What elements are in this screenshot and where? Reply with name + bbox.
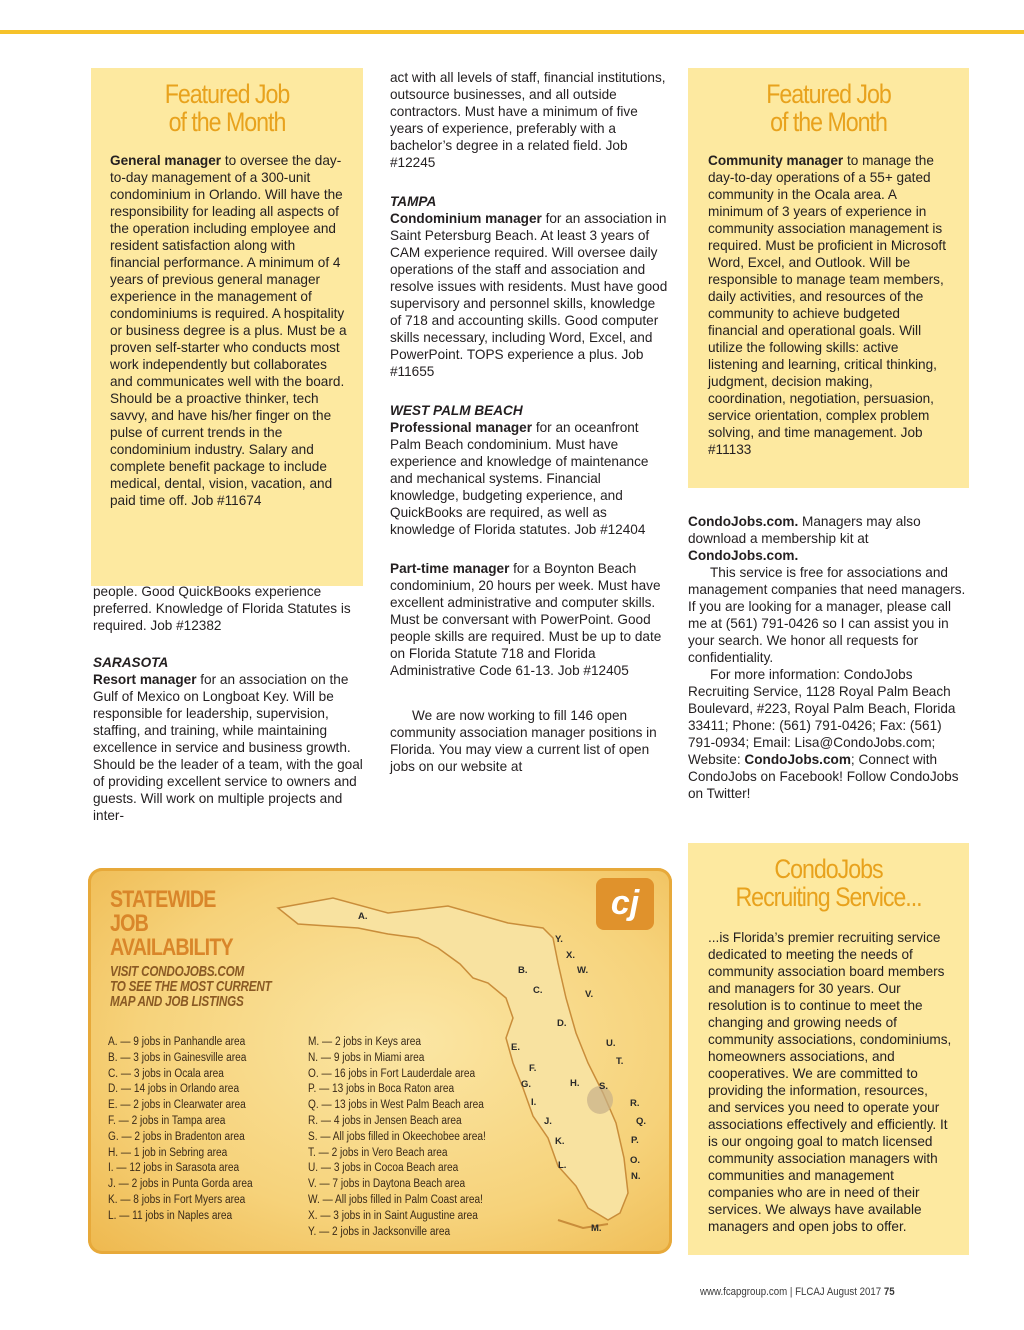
map-label: L.	[558, 1160, 567, 1171]
heading-line: AVAILABILITY	[110, 934, 233, 961]
map-label: Y.	[555, 934, 563, 945]
text: Managers may also download a membership kit at	[688, 514, 921, 546]
legend-item: X. — 3 jobs in in Saint Augustine area	[308, 1209, 478, 1222]
footer-mag: FLCAJ	[795, 1286, 825, 1298]
statewide-job-map	[88, 868, 672, 1254]
legend-item: O. — 16 jobs in Fort Lauderdale area	[308, 1067, 476, 1080]
legend-item: R. — 4 jobs in Jensen Beach area	[308, 1114, 462, 1127]
column-1	[93, 583, 365, 824]
job-lead: Community manager	[708, 153, 844, 168]
map-label: N.	[631, 1171, 641, 1182]
legend-item: S. — All jobs filled in Okeechobee area!	[308, 1130, 486, 1143]
map-label: T.	[616, 1056, 624, 1067]
title-line: CondoJobs	[774, 854, 883, 884]
legend-item: B. — 3 jobs in Gainesville area	[108, 1051, 247, 1064]
footer-site[interactable]: www.fcapgroup.com	[700, 1286, 788, 1298]
job-body: to manage the day-to-day operations of a 55+ gated community in the Ocala area. A minimum of 3 years of experience in community association management is required. Must be proficient in Microsoft Word, Excel, and Outlook. Will be responsible to manage team members, daily activities, and resources of the community to achieve budgeted financial and operational goals. Will utilize the following skills: active listening and learning, critical thinking, judgment, decision making, coordination, negotiation, persuasion, service orientation, complex problem solving, and time management. Job #11133	[708, 153, 946, 457]
map-label: E.	[511, 1042, 520, 1053]
map-label: D.	[557, 1018, 567, 1029]
job-west-palm-beach	[390, 419, 670, 538]
heading-line: JOB	[110, 910, 149, 937]
closing-text: We are now working to fill 146 open community association manager positions in Florida. You may view a current list of open jobs on our website at	[390, 708, 657, 774]
recruiting-service-title	[708, 855, 950, 911]
map-label: G.	[521, 1079, 532, 1090]
legend-item: K. — 8 jobs in Fort Myers area	[108, 1193, 246, 1206]
recruiting-service-text: ...is Florida’s premier recruiting service dedicated to meeting the needs of community association board members and managers for 30 years. Our resolution is to continue to meet the changing and growing needs of community associations, condominiums, homeowners associations, and cooperatives. We are committed to providing the information, resources, and services you need to operate your associations effectively and efficiently. It is our ongoing goal to match licensed community association managers with communities and management companies who are in need of their services. We always have available managers and open jobs to offer.	[708, 930, 952, 1234]
page-footer	[700, 1286, 895, 1298]
legend-item: V. — 7 jobs in Daytona Beach area	[308, 1178, 466, 1191]
condojobs-logo: cj	[596, 878, 654, 930]
job-body: for an association on the Gulf of Mexico on Longboat Key. Will be responsible for leadership, supervision, staffing, and training, while maintaining excellence in service and business growth. Should be the leader of a team, with the goal of providing excellent service to owners and guests. Will work on multiple projects and inter-	[93, 672, 363, 823]
map-label: A.	[358, 911, 368, 922]
map-label: V.	[585, 989, 594, 1000]
map-label: M.	[591, 1223, 602, 1234]
job-body: to oversee the day-to-day management of a 300-unit condominium in Orlando. Will have the responsibility for leading all aspects of the operation including employee and resident satisfaction along with financial performance. A minimum of 4 years of previous general manager experience in the management of condominiums is required. A hospitality or business degree is a plus. Must be a proven self-starter who conducts most work independently but collaborates and communicates well with the board. Should be a proactive thinker, tech savvy, and have his/her finger on the pulse of current trends in the condominium industry. Salary and complete benefit package to include medical, dental, vision, vacation, and paid time off. Job #11674	[110, 153, 347, 508]
legend-item: W. — All jobs filled in Palm Coast area!	[308, 1193, 483, 1206]
map-label: B.	[518, 965, 528, 976]
map-label: H.	[570, 1078, 580, 1089]
continued-text: people. Good QuickBooks experience preferred. Knowledge of Florida Statutes is required. Job #12382	[93, 584, 351, 633]
city-heading-west-palm-beach: WEST PALM BEACH	[390, 403, 523, 418]
city-heading-tampa: TAMPA	[390, 194, 437, 209]
featured-job-left-box	[91, 68, 363, 586]
legend-item: M. — 2 jobs in Keys area	[308, 1036, 422, 1048]
legend-item: F. — 2 jobs in Tampa area	[108, 1114, 226, 1127]
website-link[interactable]: CondoJobs.com.	[688, 514, 799, 529]
featured-job-right-box	[688, 68, 969, 488]
service-text: This service is free for associations and management companies that need managers. If you are looking for a manager, please call me at (561) 791-0426 so I can assist you in your search. We honor all requests for confidentiality.	[688, 565, 966, 665]
map-label: U.	[606, 1038, 616, 1049]
column-2	[390, 69, 670, 775]
website-link[interactable]: CondoJobs.com.	[688, 548, 799, 563]
legend-item: C. — 3 jobs in Ocala area	[108, 1067, 224, 1080]
legend-item: T. — 2 jobs in Vero Beach area	[308, 1146, 448, 1159]
contact-text	[688, 666, 968, 802]
title-line: Featured Job	[164, 79, 290, 109]
top-stripe	[0, 30, 1024, 34]
map-label: O.	[630, 1155, 641, 1166]
legend-left	[108, 1035, 253, 1225]
featured-job-left-title	[110, 80, 344, 136]
title-line: of the Month	[770, 107, 887, 137]
text: For more information: CondoJobs Recruiting Service, 1128 Royal Palm Beach Boulevard, #223, Royal Palm Beach, Florida 33411; Phone: (561) 791-0426; Fax: (561) 791-0934; Email: Lisa@CondoJobs.com; Website:	[688, 667, 956, 767]
legend-item: I. — 12 jobs in Sarasota area	[108, 1162, 240, 1175]
legend-item: N. — 9 jobs in Miami area	[308, 1051, 425, 1064]
column-3	[688, 513, 968, 802]
map-label: F.	[529, 1063, 537, 1074]
job-lead: Part-time manager	[390, 561, 510, 576]
legend-item: G. — 2 jobs in Bradenton area	[108, 1130, 245, 1143]
recruiting-service-box	[688, 843, 969, 1255]
job-body: for an association in Saint Petersburg Beach. At least 3 years of CAM experience required. Will oversee daily operations of the staff and association and resolve issues with residents. Must have good supervisory and personnel skills, knowledge of 718 and accounting skills. Good computer skills necessary, including Word, Excel, and PowerPoint. TOPS experience a plus. Job #11655	[390, 211, 668, 379]
legend-item: H. — 1 job in Sebring area	[108, 1146, 228, 1159]
footer-date: August 2017	[826, 1286, 882, 1298]
footer-sep: |	[789, 1286, 793, 1298]
legend-item: A. — 9 jobs in Panhandle area	[108, 1036, 246, 1048]
legend-item: P. — 13 jobs in Boca Raton area	[308, 1083, 455, 1096]
page-number: 75	[883, 1286, 895, 1298]
sub-line: TO SEE THE MOST CURRENT	[110, 978, 272, 995]
map-label: X.	[566, 950, 575, 961]
membership-text	[688, 513, 968, 564]
map-label: S.	[599, 1081, 608, 1092]
featured-job-right-title	[708, 80, 950, 136]
map-label: P.	[631, 1135, 639, 1146]
city-heading-sarasota: SARASOTA	[93, 655, 169, 670]
title-line: of the Month	[168, 107, 286, 137]
map-label: W.	[577, 965, 589, 976]
website-link[interactable]: CondoJobs.com	[744, 752, 851, 767]
legend-right	[308, 1035, 486, 1240]
text: ; Connect with CondoJobs on Facebook! Follow CondoJobs on Twitter!	[688, 752, 959, 801]
map-label: C.	[533, 985, 543, 996]
map-label: J.	[544, 1116, 552, 1127]
legend-item: E. — 2 jobs in Clearwater area	[108, 1099, 246, 1112]
job-sarasota	[93, 671, 365, 824]
map-label: Q.	[636, 1116, 647, 1127]
map-label: K.	[555, 1136, 565, 1147]
heading-line: STATEWIDE	[110, 886, 216, 913]
sub-line: VISIT CONDOJOBS.COM	[110, 963, 245, 980]
sub-line: MAP AND JOB LISTINGS	[110, 993, 244, 1010]
map-label: I.	[531, 1097, 537, 1108]
legend-item: Y. — 2 jobs in Jacksonville area	[308, 1225, 451, 1238]
legend-item: J. — 2 jobs in Punta Gorda area	[108, 1178, 253, 1191]
map-label: R.	[630, 1098, 640, 1109]
job-body: for a Boynton Beach condominium, 20 hours per week. Must have excellent administrative and computer skills. Must be conversant with PowerPoint. Good people skills are required. Must be up to date on Florida Statute 718 and Florida Administrative Code 61-13. Job #12405	[390, 561, 662, 678]
legend-item: D. — 14 jobs in Orlando area	[108, 1083, 240, 1096]
job-part-time	[390, 560, 670, 679]
title-line: Featured Job	[766, 79, 891, 109]
featured-job-left-text	[110, 152, 347, 509]
legend-item: L. — 11 jobs in Naples area	[108, 1209, 233, 1222]
top-bar	[0, 0, 1024, 34]
job-tampa	[390, 210, 670, 380]
featured-job-right-text	[708, 152, 951, 458]
title-line: Recruiting Service...	[735, 882, 922, 912]
job-lead: General manager	[110, 153, 222, 168]
legend-item: Q. — 13 jobs in West Palm Beach area	[308, 1099, 484, 1112]
job-lead: Professional manager	[390, 420, 533, 435]
legend-item: U. — 3 jobs in Cocoa Beach area	[308, 1162, 459, 1175]
continued-text: act with all levels of staff, financial institutions, outsource businesses, and all outside contractors. Must have a minimum of five years of experience, preferably with a bachelor’s degree in a related field. Job #12245	[390, 70, 666, 170]
job-lead: Condominium manager	[390, 211, 542, 226]
job-lead: Resort manager	[93, 672, 197, 687]
job-body: for an oceanfront Palm Beach condominium. Must have experience and knowledge of maintenance and mechanical systems. Financial knowledge, budgeting experience, and QuickBooks are required, as well as knowledge of Florida statutes. Job #12404	[390, 420, 649, 537]
